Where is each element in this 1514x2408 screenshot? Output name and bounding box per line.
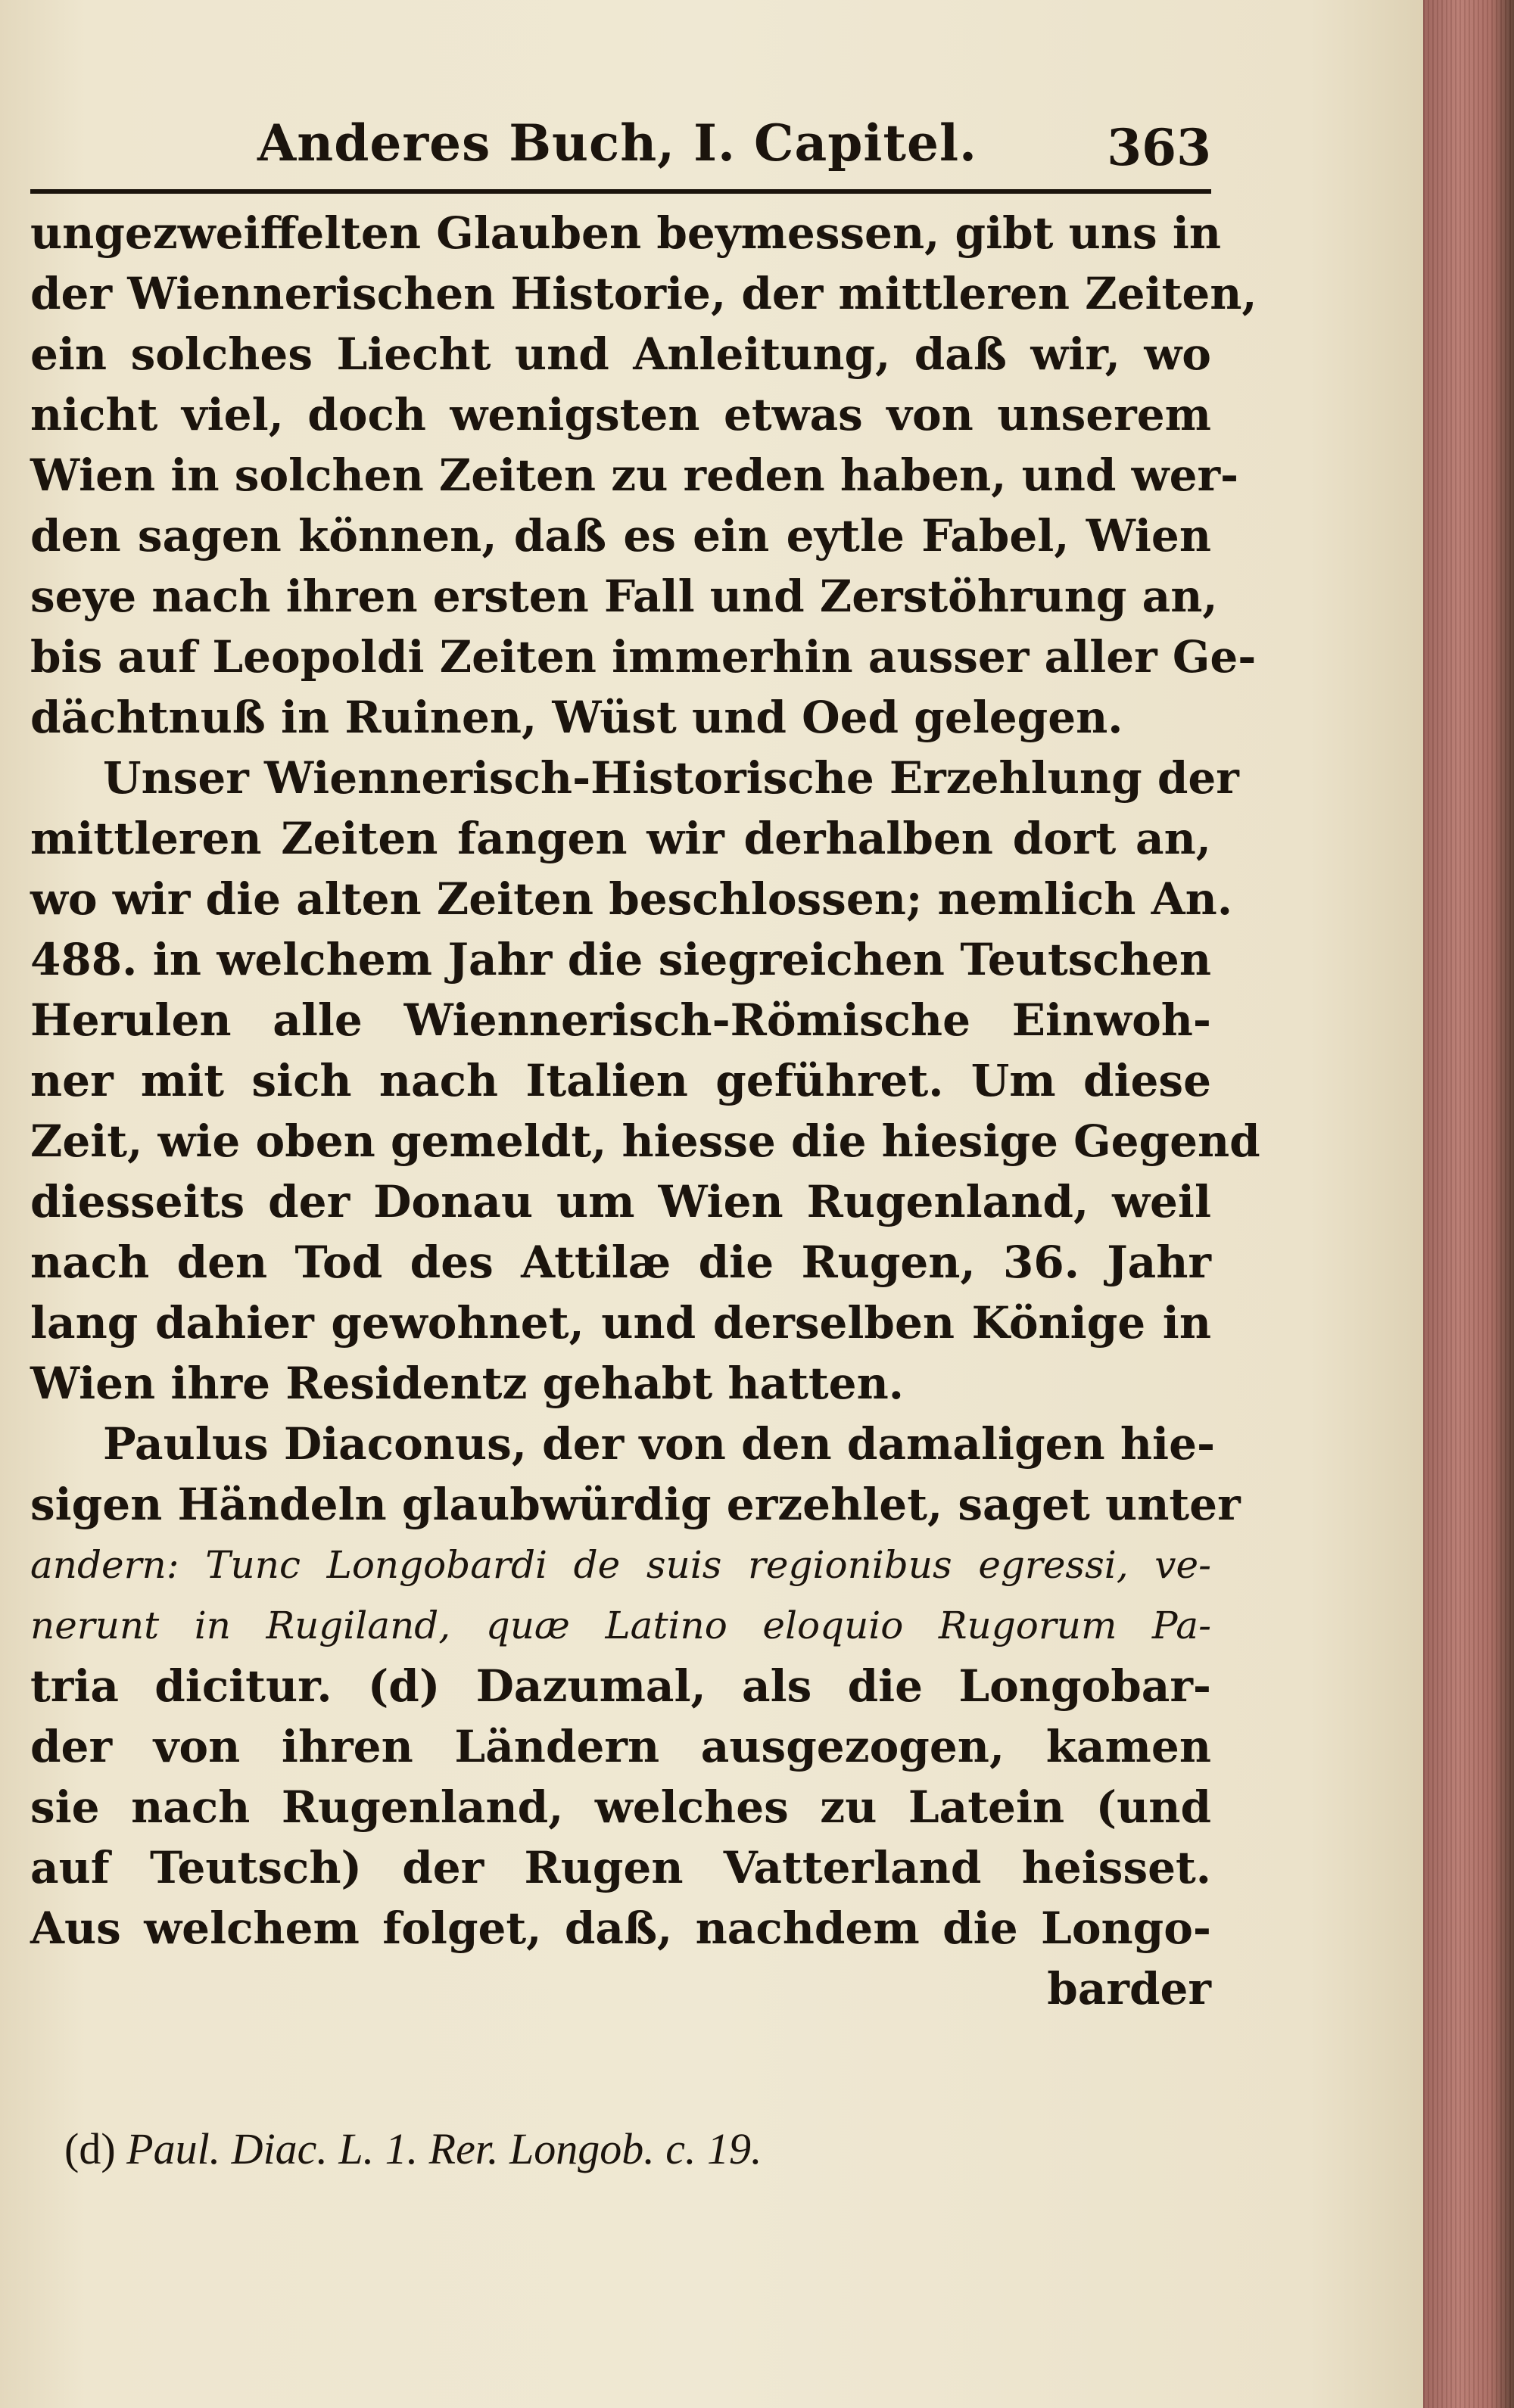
footnote	[64, 2119, 1124, 2179]
text-line: andern: Tunc Longobardi de suis regionibus egressi, ve-	[30, 1543, 1211, 1587]
text-line: mittleren Zeiten fangen wir derhalben dort an,	[30, 813, 1211, 864]
text-line: Paulus Diaconus, der von den damaligen hie-	[103, 1418, 1216, 1470]
text-line: tria dicitur. (d) Dazumal, als die Longobar-	[30, 1660, 1211, 1712]
text-line: wo wir die alten Zeiten beschlossen; nemlich An.	[30, 873, 1233, 925]
page-edges	[1423, 0, 1514, 2408]
running-head	[30, 106, 1211, 177]
text-line: Zeit, wie oben gemeldt, hiesse die hiesige Gegend	[30, 1115, 1260, 1167]
text-line: diesseits der Donau um Wien Rugenland, weil	[30, 1176, 1211, 1227]
text-line: Wien ihre Residentz gehabt hatten.	[30, 1358, 904, 1409]
text-line: nach den Tod des Attilæ die Rugen, 36. Jahr	[30, 1237, 1211, 1288]
text-line: seye nach ihren ersten Fall und Zerstöhrung an,	[30, 571, 1218, 622]
text-line: dächtnuß in Ruinen, Wüst und Oed gelegen.	[30, 692, 1123, 743]
text-line: der von ihren Ländern ausgezogen, kamen	[30, 1721, 1211, 1772]
text-line: Herulen alle Wiennerisch-Römische Einwoh-	[30, 994, 1211, 1046]
footnote-text: Paul. Diac. L. 1. Rer. Longob. c. 19.	[126, 2124, 762, 2173]
text-line: bis auf Leopoldi Zeiten immerhin ausser aller Ge-	[30, 631, 1257, 683]
body-text	[30, 203, 1260, 2019]
text-line: Wien in solchen Zeiten zu reden haben, und wer-	[30, 450, 1239, 501]
text-line: sigen Händeln glaubwürdig erzehlet, saget unter	[30, 1479, 1241, 1530]
text-line: Unser Wiennerisch-Historische Erzehlung der	[103, 752, 1239, 804]
text-line: nerunt in Rugiland, quæ Latino eloquio Rugorum Pa-	[30, 1604, 1211, 1647]
text-line: den sagen können, daß es ein eytle Fabel, Wien	[30, 510, 1211, 562]
catchword: barder	[1047, 1963, 1211, 2014]
text-line: ungezweiffelten Glauben beymessen, gibt uns in	[30, 207, 1222, 259]
text-line: ein solches Liecht und Anleitung, daß wir, wo	[30, 328, 1211, 380]
text-line: ner mit sich nach Italien geführet. Um diese	[30, 1055, 1211, 1106]
header-rule	[30, 189, 1211, 198]
text-line: 488. in welchem Jahr die siegreichen Teutschen	[30, 934, 1211, 985]
page-number: 363	[1107, 118, 1211, 177]
text-line: sie nach Rugenland, welches zu Latein (und	[30, 1781, 1211, 1833]
text-line: auf Teutsch) der Rugen Vatterland heisset.	[30, 1842, 1211, 1893]
text-line: lang dahier gewohnet, und derselben Könige in	[30, 1297, 1211, 1349]
footnote-mark: (d)	[64, 2124, 116, 2173]
text-line: der Wiennerischen Historie, der mittleren Zeiten,	[30, 268, 1257, 319]
running-head-title: Anderes Buch, I. Capitel.	[257, 114, 977, 173]
text-line: nicht viel, doch wenigsten etwas von unserem	[30, 389, 1211, 440]
text-line: Aus welchem folget, daß, nachdem die Longo-	[30, 1902, 1211, 1954]
